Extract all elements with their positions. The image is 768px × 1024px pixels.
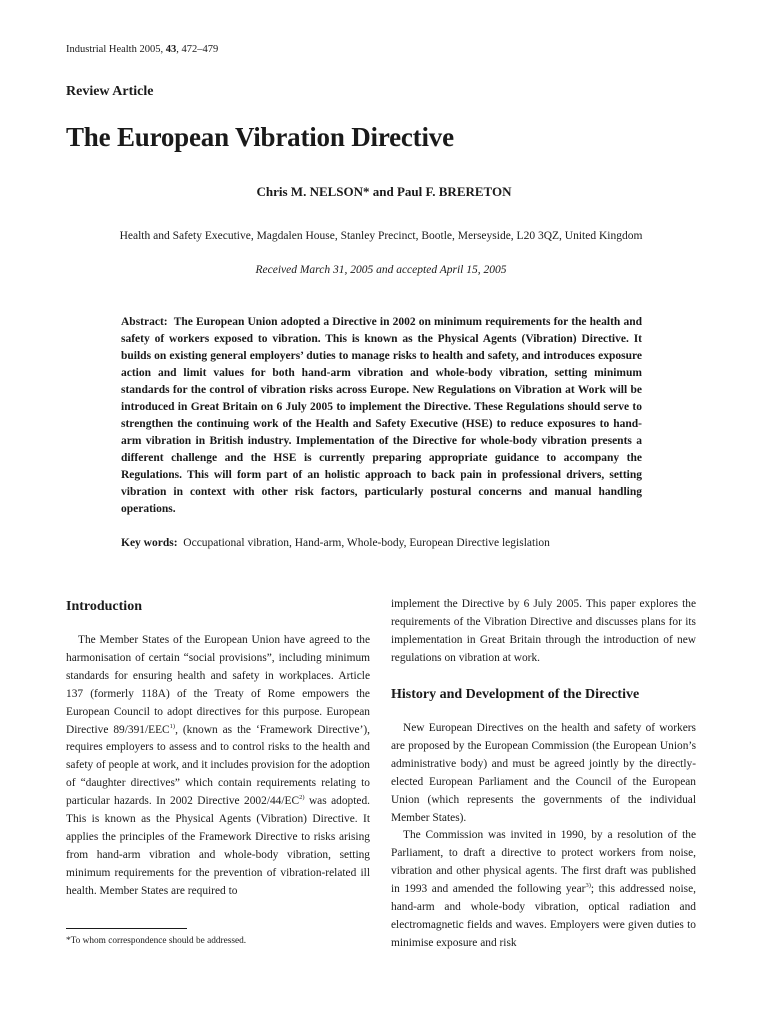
history-body (391, 720, 696, 953)
abstract (121, 314, 642, 518)
introduction-paragraph (66, 632, 370, 901)
journal-citation (66, 44, 218, 55)
history-heading: History and Development of the Directive (391, 687, 640, 702)
journal-volume: 43 (165, 44, 177, 55)
intro-text-c: was adopted. This is known as the Physical Agents (Vibration) Directive. It applies the principles of the Framework Directive to risks arising from hand-arm vibration and whole-body vibration, setting minimum requirements for the prevention of vibration-related ill health. Member States are required to (66, 795, 370, 897)
footnote-rule (66, 928, 187, 929)
affiliation: Health and Safety Executive, Magdalen House, Stanley Precinct, Bootle, Merseyside, L20 3QZ, United Kingdom (119, 230, 643, 242)
journal-pages: , 472–479 (176, 44, 219, 55)
intro-text-b: , (known as the ‘Framework Directive’), requires employers to assess and to control risks to the health and safety of people at work, and it includes provision for the adoption of “daughter directives” which contain requirements relating to particular hazards. In 2002 Directive 2002/44/EC (66, 723, 371, 808)
history-paragraph-2 (391, 827, 696, 952)
introduction-continued-paragraph: implement the Directive by 6 July 2005. This paper explores the requirements of the Vibration Directive and discusses plans for its implementation in Great Britain through the introduction of new regulations on vibration at work. (391, 598, 696, 664)
footnote: *To whom correspondence should be addressed. (66, 936, 247, 946)
received-date: Received March 31, 2005 and accepted April 15, 2005 (255, 264, 507, 276)
reference-marker: 2) (299, 794, 305, 802)
journal-name: Industrial Health 2005, (66, 44, 166, 55)
history-paragraph-1: New European Directives on the health and safety of workers are proposed by the European Commission (the European Union’s administrative body) and must be agreed jointly by the directly-elected European Parliament and the Council of the European Union (which represents the governments of the individual Member States). (391, 722, 696, 824)
reference-marker: 3) (585, 882, 591, 890)
authors: Chris M. NELSON* and Paul F. BRERETON (256, 184, 512, 199)
reference-marker: 1) (169, 722, 176, 730)
article-title: The European Vibration Directive (66, 122, 454, 152)
article-type: Review Article (66, 84, 154, 99)
intro-text-a: The Member States of the European Union have agreed to the harmonisation of certain “social provisions”, including minimum standards for ensuring health and safety in workplaces. Article 137 (formerly 118A) of the Treaty of Rome empowers the European Council to adopt directives for this purpose. European Directive 89/391/EEC (66, 634, 370, 736)
history-text-b: ; this addressed noise, hand-arm and whole-body vibration, optical radiation and electromagnetic fields and waves. Employers were given duties to minimise exposure and risk (391, 883, 696, 949)
introduction-body (66, 632, 370, 901)
keywords-text: Occupational vibration, Hand-arm, Whole-body, European Directive legislation (183, 537, 550, 549)
history-text-a: The Commission was invited in 1990, by a resolution of the Parliament, to draft a directive to protect workers from noise, vibration and other physical agents. The first draft was published in 1993 and amended the following year (391, 829, 696, 896)
introduction-continued (391, 596, 696, 668)
introduction-heading: Introduction (66, 599, 142, 614)
keywords (121, 537, 550, 549)
keywords-label: Key words: (121, 537, 178, 549)
abstract-text: The European Union adopted a Directive in 2002 on minimum requirements for the health and safety of workers exposed to vibration. This is known as the Physical Agents (Vibration) Directive. It builds on existing general employers’ duties to manage risks to health and safety, and introduces exposure action and limit values for both hand-arm vibration and whole-body vibration, setting minimum standards for the control of vibration risks across Europe. New Regulations on Vibration at Work will be introduced in Great Britain on 6 July 2005 to implement the Directive. These Regulations should serve to strengthen the continuing work of the Health and Safety Executive (HSE) to reduce exposures to hand-arm vibration in British industry. Implementation of the Directive for whole-body vibration presents a different challenge and the HSE is currently preparing appropriate guidance to accompany the Regulations. This will form part of an holistic approach to back pain in professional drivers, setting vibration in context with other risk factors, particularly postural concerns and manual handling operations. (121, 316, 642, 515)
abstract-label: Abstract: (121, 316, 168, 328)
